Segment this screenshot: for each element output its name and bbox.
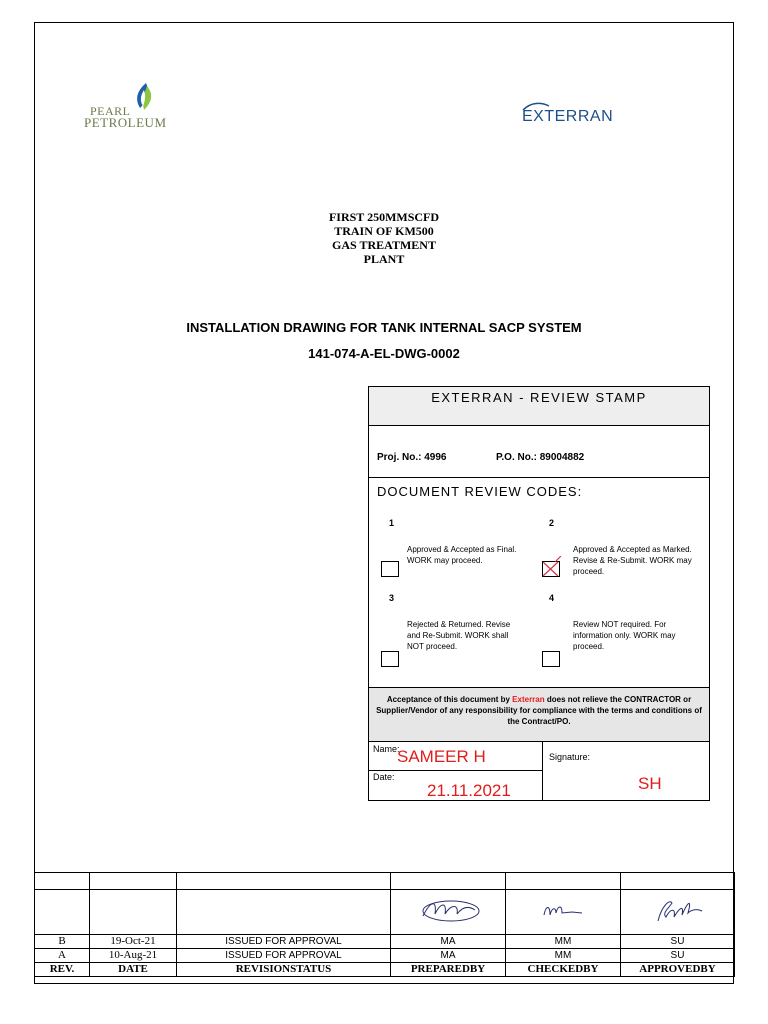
table-header: DATE xyxy=(90,963,177,977)
pearl-leaf-icon xyxy=(132,82,156,112)
table-cell: MM xyxy=(506,949,621,963)
review-code-number: 2 xyxy=(549,518,555,528)
approver-signature-icon xyxy=(648,895,708,927)
table-header-row xyxy=(35,963,735,977)
review-code-number: 4 xyxy=(549,593,555,603)
acceptance-disclaimer xyxy=(369,687,709,742)
revision-table xyxy=(34,872,735,977)
table-cell: MM xyxy=(506,935,621,949)
table-row xyxy=(35,935,735,949)
signature-label: Signature: xyxy=(549,752,591,762)
table-cell: MA xyxy=(391,935,506,949)
project-title xyxy=(284,210,484,266)
date-label: Date: xyxy=(373,772,395,782)
preparer-signature-icon xyxy=(413,896,483,926)
table-cell: MA xyxy=(391,949,506,963)
acceptance-company: Exterran xyxy=(512,695,545,704)
table-cell: A xyxy=(35,949,90,963)
approver-signature xyxy=(621,890,735,935)
review-code-text: Review NOT required. For information only. WORK may proceed. xyxy=(573,620,676,651)
table-cell xyxy=(35,873,90,890)
checker-signature-icon xyxy=(538,899,588,923)
preparer-signature xyxy=(391,890,506,935)
review-code-text: Rejected & Returned. Revise and Re-Submit. WORK shall NOT proceed. xyxy=(407,620,511,651)
checker-signature xyxy=(506,890,621,935)
review-code-3-checkbox[interactable] xyxy=(381,651,399,667)
stamp-divider xyxy=(369,477,709,478)
review-code-4-checkbox[interactable] xyxy=(542,651,560,667)
table-header: REVISIONSTATUS xyxy=(177,963,391,977)
table-cell xyxy=(177,873,391,890)
table-cell: 10-Aug-21 xyxy=(90,949,177,963)
table-row xyxy=(35,890,735,935)
date-value: 21.11.2021 xyxy=(427,781,511,800)
table-cell xyxy=(621,873,735,890)
acceptance-suffix: does not relieve the CONTRACTOR or Supplier/Vendor of any responsibility for compliance with the terms and conditions of the Contract/PO. xyxy=(376,695,702,726)
table-cell xyxy=(177,890,391,935)
acceptance-prefix: Acceptance of this document by xyxy=(386,695,513,704)
exterran-logo: EXTERRAN xyxy=(522,108,614,125)
review-code-text: Approved & Accepted as Final. WORK may proceed. xyxy=(407,545,517,565)
document-number: 141-074-A-EL-DWG-0002 xyxy=(308,346,460,361)
review-code-number: 1 xyxy=(389,518,395,528)
table-cell: B xyxy=(35,935,90,949)
table-cell xyxy=(391,873,506,890)
name-date-divider xyxy=(369,770,542,771)
review-stamp xyxy=(368,386,710,801)
table-row xyxy=(35,949,735,963)
review-code-2-checkbox[interactable] xyxy=(542,561,560,577)
project-title-line: FIRST 250MMSCFD xyxy=(328,210,440,224)
table-cell: ISSUED FOR APPROVAL xyxy=(177,935,391,949)
table-header: APPROVEDBY xyxy=(621,963,735,977)
pearl-logo-text-line2: PETROLEUM xyxy=(84,115,167,130)
project-title-line: TRAIN OF KM500 xyxy=(334,224,434,238)
project-title-line: GAS TREATMENT xyxy=(332,238,436,252)
pearl-logo-text-line1: PEARL xyxy=(90,104,131,118)
table-header: REV. xyxy=(35,963,90,977)
project-number: Proj. No.: 4996 xyxy=(377,452,447,463)
signature-area xyxy=(369,742,709,800)
signature-value: SH xyxy=(638,774,662,793)
review-code-number: 3 xyxy=(389,593,395,603)
table-cell xyxy=(35,890,90,935)
table-cell: SU xyxy=(621,949,735,963)
stamp-header: EXTERRAN - REVIEW STAMP xyxy=(369,387,709,426)
signature-divider xyxy=(542,742,543,800)
review-code-text: Approved & Accepted as Marked. Revise & Re-Submit. WORK may proceed. xyxy=(573,545,692,576)
table-header: CHECKEDBY xyxy=(506,963,621,977)
table-row xyxy=(35,873,735,890)
review-code-1-checkbox[interactable] xyxy=(381,561,399,577)
table-cell: 19-Oct-21 xyxy=(90,935,177,949)
table-cell: ISSUED FOR APPROVAL xyxy=(177,949,391,963)
table-cell xyxy=(506,873,621,890)
table-cell: SU xyxy=(621,935,735,949)
table-cell xyxy=(90,890,177,935)
table-header: PREPAREDBY xyxy=(391,963,506,977)
pearl-petroleum-logo xyxy=(84,82,194,132)
checkmark-cross-icon xyxy=(541,556,565,578)
review-codes-title: DOCUMENT REVIEW CODES: xyxy=(377,484,583,499)
project-title-line: PLANT xyxy=(363,252,405,266)
po-number: P.O. No.: 89004882 xyxy=(496,452,585,463)
document-title: INSTALLATION DRAWING FOR TANK INTERNAL SACP SYSTEM xyxy=(186,320,582,335)
table-cell xyxy=(90,873,177,890)
name-label: Name: xyxy=(373,744,400,754)
name-value: SAMEER H xyxy=(397,747,486,766)
